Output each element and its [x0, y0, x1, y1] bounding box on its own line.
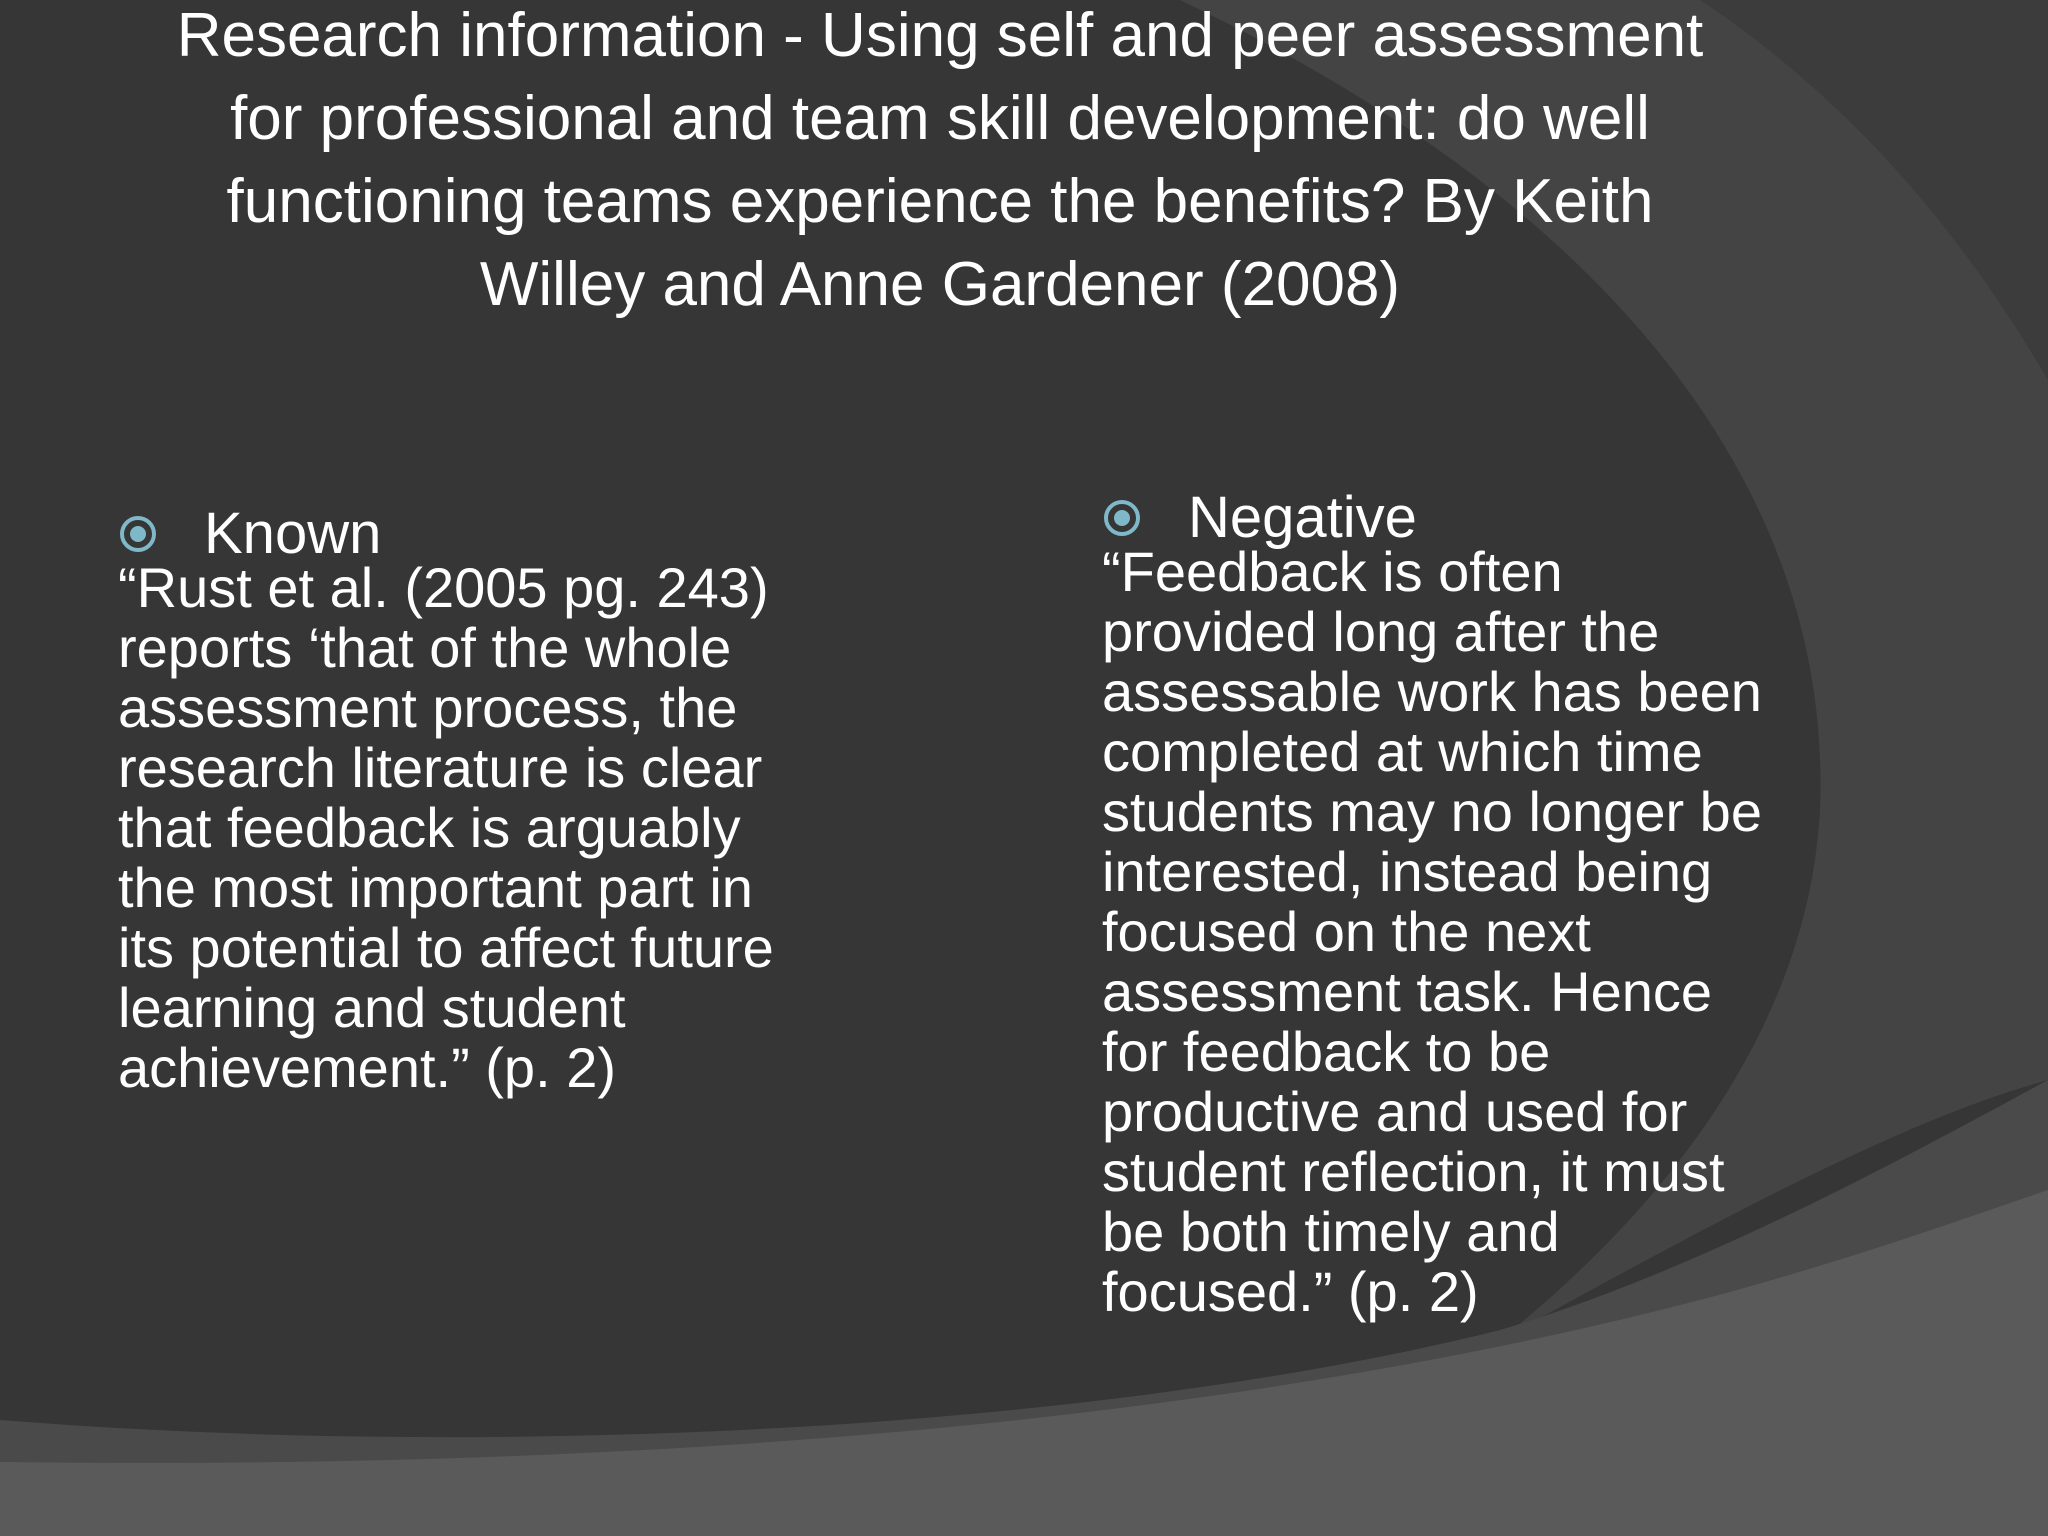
known-heading: Known [204, 501, 382, 566]
known-quote: “Rust et al. (2005 pg. 243) reports ‘that of the whole assessment process, the research literature is clear that feedback is arguably the most important part in its potential to affect future learning and student achievement.” (p. 2) [118, 556, 774, 1099]
circle-target-icon [1102, 498, 1142, 538]
slide-title: Research information - Using self and peer assessment for professional and team skill development: do well functioning teams experience the benefits? By Keith Willey and Anne Gardener (2008) [176, 1, 1704, 319]
negative-heading: Negative [1188, 485, 1417, 550]
negative-quote: “Feedback is often provided long after the assessable work has been completed at which time students may no longer be interested, instead being focused on the next assessment task. Hence for feedback to be productive and used for student reflection, it must be both timely and focused.” (p. 2) [1102, 540, 1762, 1323]
circle-target-icon [118, 514, 158, 554]
negative-column [1102, 476, 2002, 1322]
known-column [118, 492, 918, 1098]
